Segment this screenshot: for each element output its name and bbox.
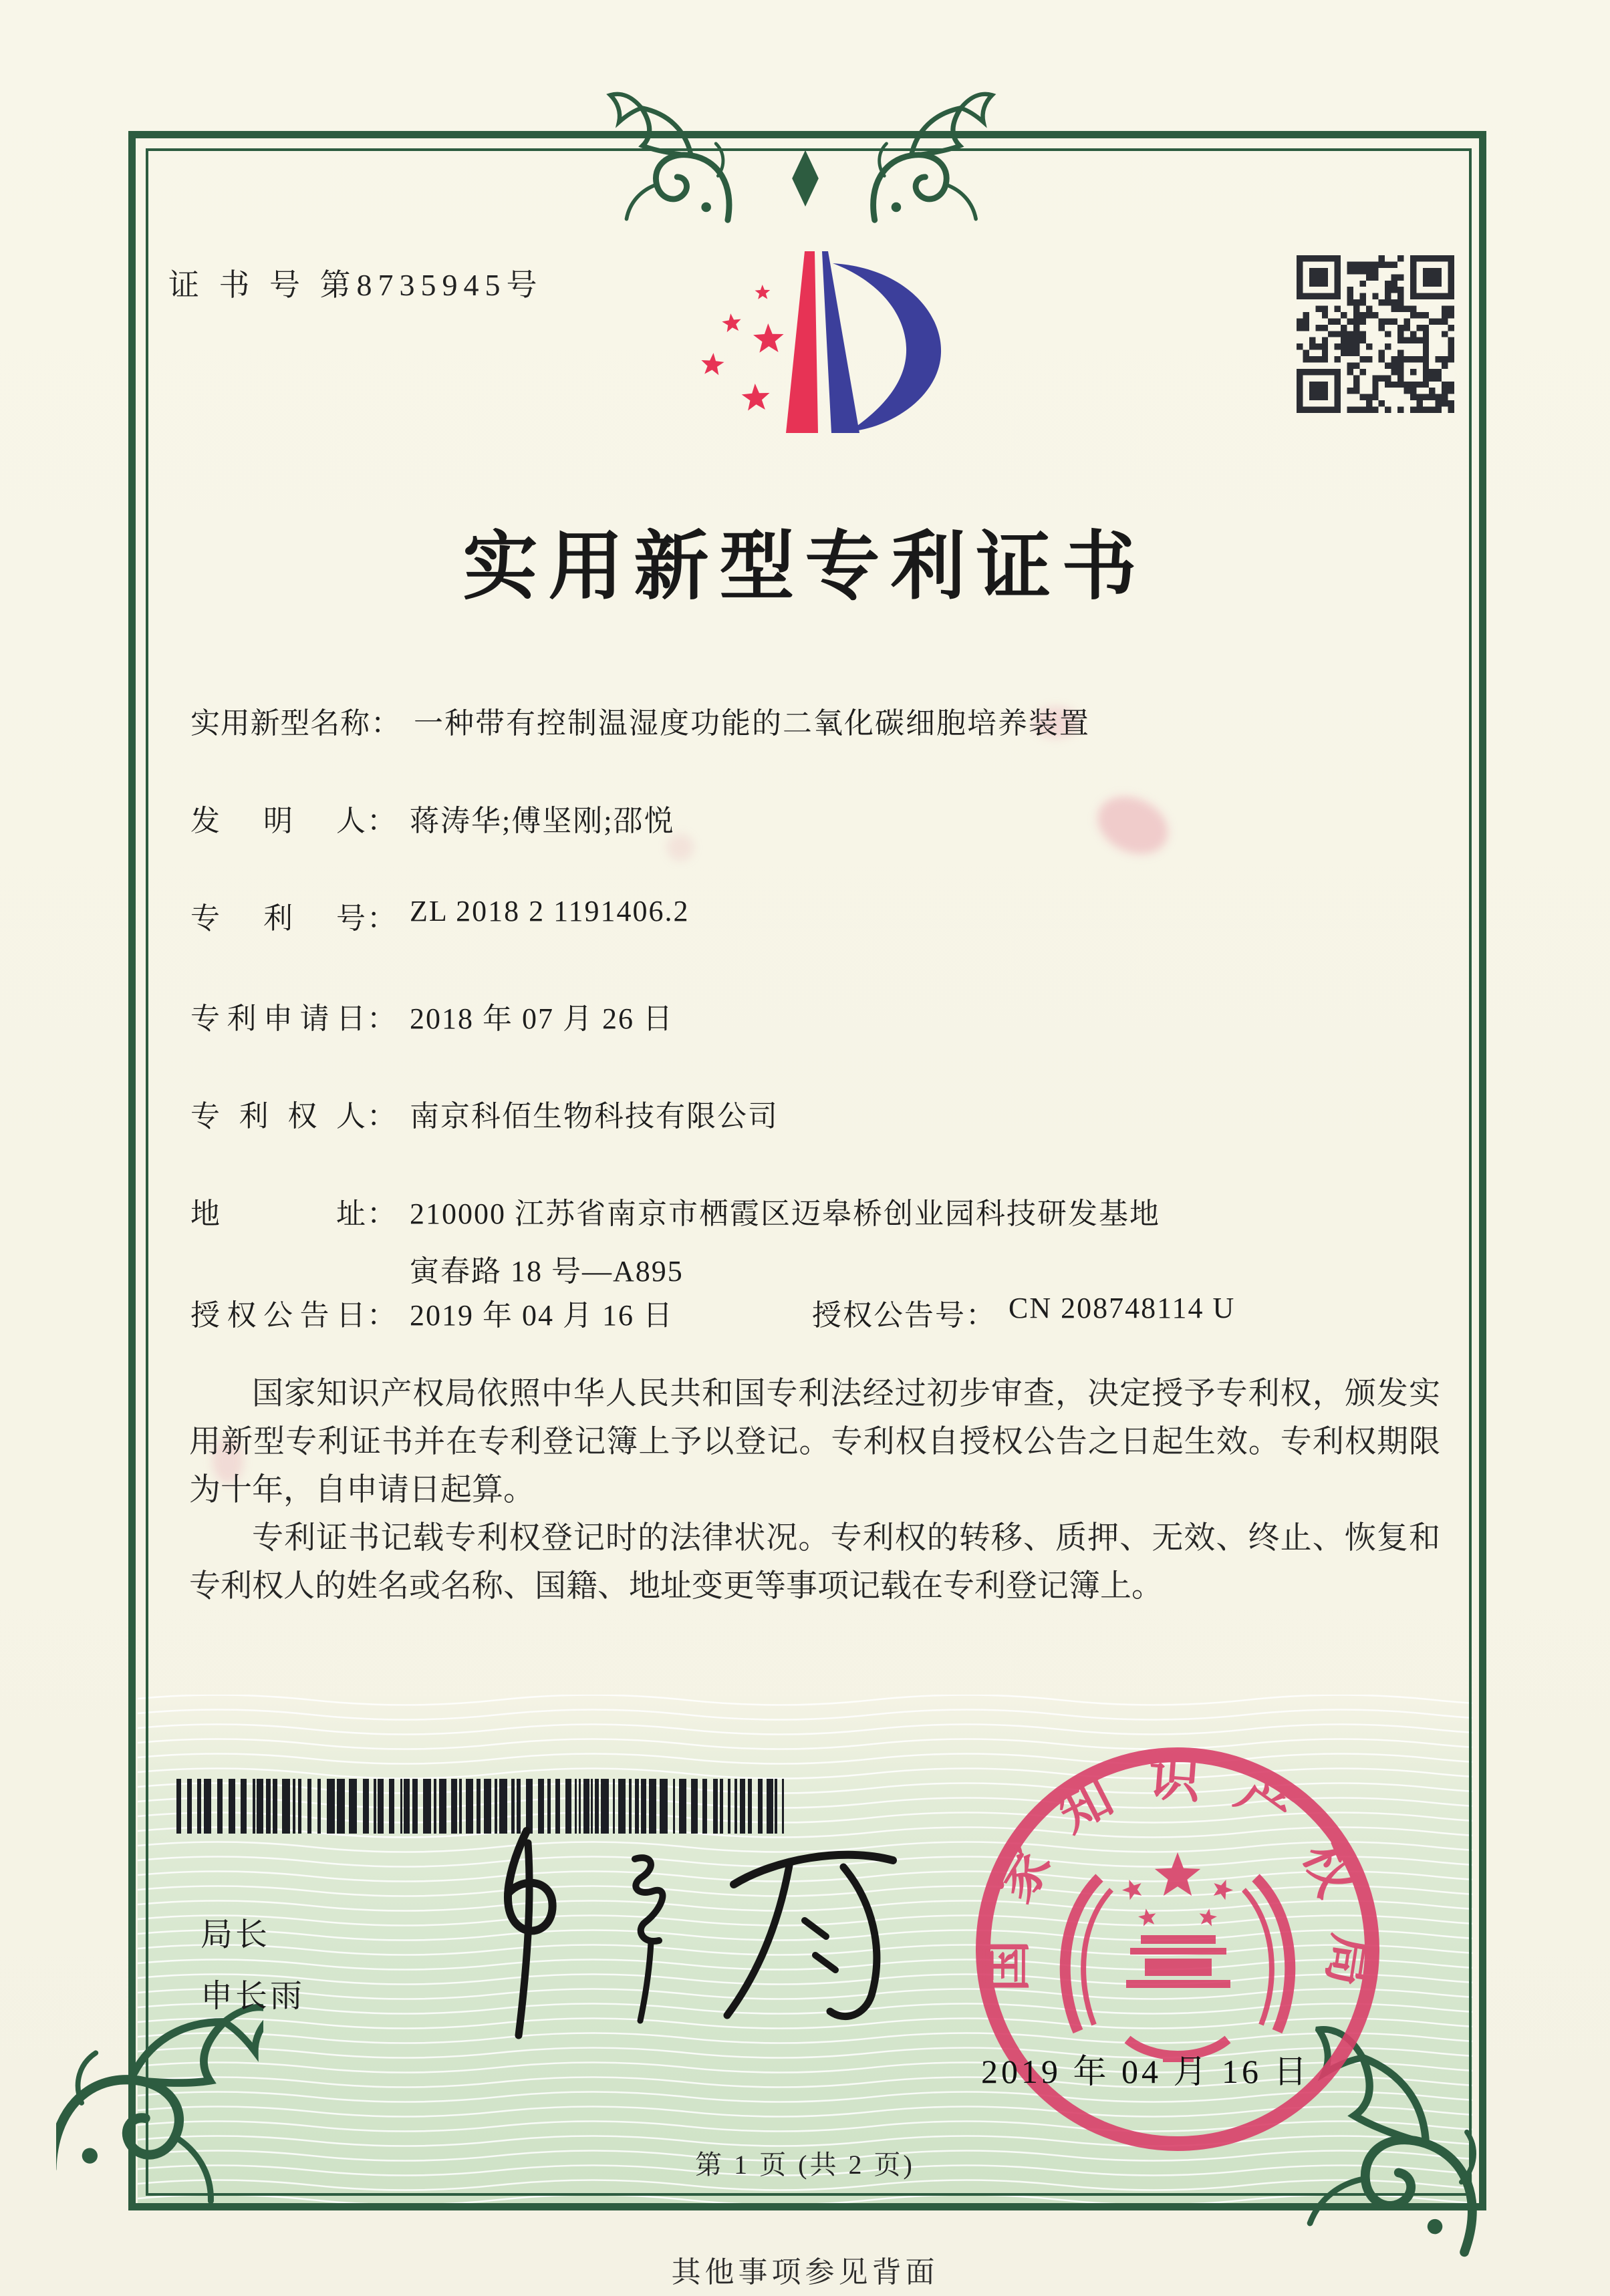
field-label: 专利号	[190, 902, 366, 935]
field-row-patentee: 专利权人： 南京科佰生物科技有限公司	[190, 1092, 1447, 1135]
field-row-inventors: 发明人： 蒋涛华;傅坚刚;邵悦	[190, 797, 1447, 839]
legal-paragraph-1: 国家知识产权局依照中华人民共和国专利法经过初步审查，决定授予专利权，颁发实用新型专利证书并在专利登记簿上予以登记。专利权自授权公告之日起生效。专利权期限为十年，自申请日起算。	[189, 1377, 1440, 1508]
field-value: 210000 江苏省南京市栖霞区迈皋桥创业园科技研发基地 寅春路 18 号—A895	[410, 1189, 1160, 1290]
legal-text	[189, 1370, 1440, 1610]
field-value: 南京科佰生物科技有限公司	[410, 1100, 779, 1133]
field-label: 地址	[190, 1197, 366, 1230]
top-ornament	[573, 79, 1037, 230]
field-value: 2018 年 07 月 26 日	[410, 1002, 674, 1035]
field-row-address: 地址： 210000 江苏省南京市栖霞区迈皋桥创业园科技研发基地 寅春路 18 号—A895	[190, 1189, 1447, 1290]
page-number: 第 1 页 (共 2 页)	[695, 2150, 915, 2180]
field-row-grant: 授权公告日： 2019 年 04 月 16 日 授权公告号： CN 208748114 U	[190, 1291, 1447, 1334]
grant-date-value: 2019 年 04 月 16 日	[410, 1299, 674, 1332]
field-row-patent-number: 专利号： ZL 2018 2 1191406.2	[190, 894, 1447, 937]
field-label: 发明人	[190, 805, 366, 837]
field-label: 授权公告日	[190, 1299, 366, 1332]
field-label: 专利权人	[190, 1100, 366, 1133]
seal-date: 2019 年 04 月 16 日	[981, 2053, 1311, 2090]
grant-number-pair: 授权公告号： CN 208748114 U	[812, 1291, 1235, 1334]
handwritten-signature	[414, 1820, 922, 2045]
legal-paragraph-2: 专利证书记载专利权登记时的法律状况。专利权的转移、质押、无效、终止、恢复和专利权人的姓名或名称、国籍、地址变更等事项记载在专利登记簿上。	[189, 1521, 1440, 1604]
official-seal	[966, 1737, 1389, 2161]
field-value: 蒋涛华;傅坚刚;邵悦	[410, 805, 675, 837]
seal-arc-text: 国家知识产权局	[976, 1747, 1383, 2023]
field-label: 专利申请日	[190, 1002, 366, 1035]
field-label: 实用新型名称	[190, 707, 370, 740]
national-emblem	[1065, 1852, 1291, 2062]
footer-note: 其他事项参见背面	[671, 2256, 939, 2289]
certificate-title: 实用新型专利证书	[462, 526, 1148, 609]
director-title: 局长	[200, 1917, 271, 1953]
field-label: 授权公告号	[812, 1299, 964, 1332]
field-value: ZL 2018 2 1191406.2	[410, 895, 690, 927]
field-row-utility-name: 实用新型名称： 一种带有控制温湿度功能的二氧化碳细胞培养装置	[190, 699, 1447, 742]
cnipa-logo	[680, 238, 961, 458]
field-value: 一种带有控制温湿度功能的二氧化碳细胞培养装置	[414, 707, 1090, 740]
director-name: 申长雨	[200, 1979, 305, 2014]
address-line-2: 寅春路 18 号—A895	[410, 1255, 684, 1288]
certificate-number: 证 书 号 第8735945号	[168, 268, 543, 302]
field-row-filing-date: 专利申请日： 2018 年 07 月 26 日	[190, 994, 1447, 1037]
qr-code	[1297, 255, 1454, 413]
grant-number-value: CN 208748114 U	[1009, 1292, 1236, 1324]
